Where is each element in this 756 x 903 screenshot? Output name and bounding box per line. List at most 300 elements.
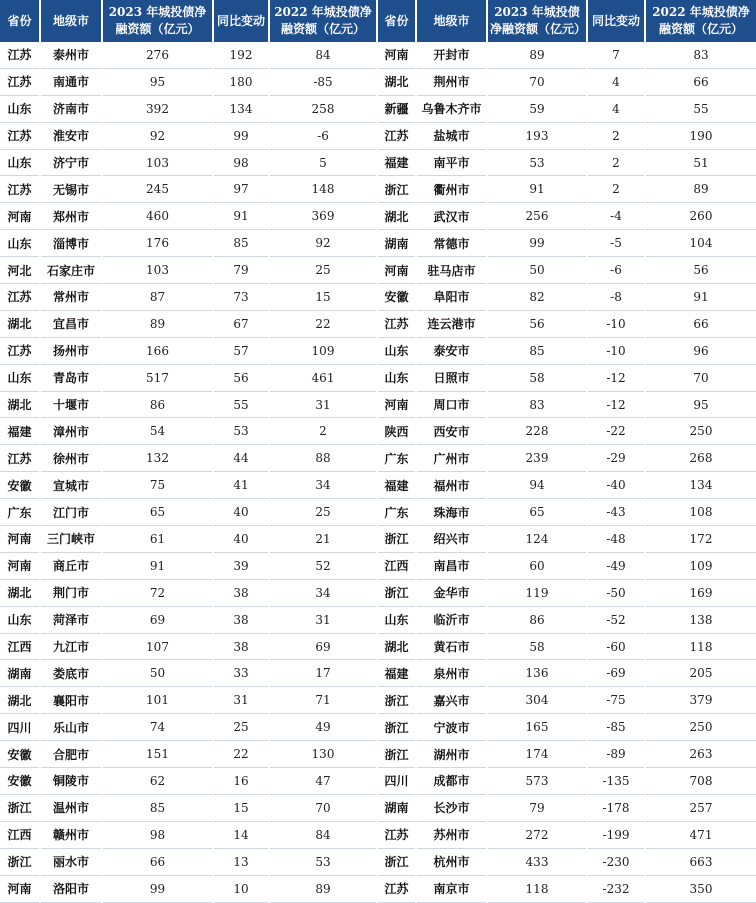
table-row: [0, 445, 756, 472]
province-cell: 山东: [0, 230, 40, 257]
financing-2023-cell: 89: [102, 310, 213, 337]
province-cell: 浙江: [377, 741, 416, 768]
financing-2023-cell: 276: [102, 42, 213, 68]
yoy-change-cell: 192: [213, 42, 269, 68]
financing-2022-cell: 34: [269, 579, 377, 606]
financing-2022-cell: 138: [645, 606, 756, 633]
province-cell: 河南: [0, 552, 40, 579]
financing-2022-cell: 34: [269, 472, 377, 499]
table-row: [0, 230, 756, 257]
financing-2023-cell: 107: [102, 633, 213, 660]
financing-2022-cell: 471: [645, 821, 756, 848]
city-cell: 珠海市: [416, 499, 487, 526]
yoy-change-cell: 55: [213, 391, 269, 418]
city-cell: 洛阳市: [40, 875, 102, 902]
yoy-change-cell: 16: [213, 768, 269, 795]
city-cell: 嘉兴市: [416, 687, 487, 714]
province-cell: 广东: [377, 445, 416, 472]
city-cell: 淄博市: [40, 230, 102, 257]
financing-2022-cell: -6: [269, 122, 377, 149]
financing-2022-cell: 169: [645, 579, 756, 606]
financing-2023-cell: 59: [487, 95, 587, 122]
table-row: [0, 68, 756, 95]
province-cell: 江苏: [377, 875, 416, 902]
city-cell: 淮安市: [40, 122, 102, 149]
financing-2022-cell: 190: [645, 122, 756, 149]
yoy-change-cell: 180: [213, 68, 269, 95]
table-row: [0, 606, 756, 633]
city-cell: 周口市: [416, 391, 487, 418]
province-cell: 安徽: [377, 284, 416, 311]
header-yoy-change: 同比变动: [587, 0, 645, 42]
province-cell: 福建: [377, 149, 416, 176]
province-cell: 福建: [377, 472, 416, 499]
province-cell: 浙江: [0, 794, 40, 821]
province-cell: 河南: [0, 526, 40, 553]
yoy-change-cell: 15: [213, 794, 269, 821]
city-cell: 济南市: [40, 95, 102, 122]
financing-2022-cell: 104: [645, 230, 756, 257]
financing-2022-cell: 84: [269, 821, 377, 848]
header-yoy-change: 同比变动: [213, 0, 269, 42]
city-cell: 铜陵市: [40, 768, 102, 795]
financing-2022-cell: 708: [645, 768, 756, 795]
province-cell: 湖北: [0, 391, 40, 418]
table-row: [0, 633, 756, 660]
financing-2022-cell: 92: [269, 230, 377, 257]
yoy-change-cell: -12: [587, 391, 645, 418]
province-cell: 河南: [0, 203, 40, 230]
table-row: [0, 337, 756, 364]
yoy-change-cell: -135: [587, 768, 645, 795]
city-cell: 盐城市: [416, 122, 487, 149]
financing-2022-cell: 350: [645, 875, 756, 902]
province-cell: 江西: [0, 821, 40, 848]
city-cell: 商丘市: [40, 552, 102, 579]
city-cell: 温州市: [40, 794, 102, 821]
province-cell: 河南: [0, 875, 40, 902]
financing-2023-cell: 99: [102, 875, 213, 902]
city-cell: 郑州市: [40, 203, 102, 230]
financing-2022-cell: 70: [269, 794, 377, 821]
financing-2022-cell: 109: [269, 337, 377, 364]
financing-2022-cell: 250: [645, 714, 756, 741]
yoy-change-cell: -29: [587, 445, 645, 472]
province-cell: 山东: [377, 337, 416, 364]
province-cell: 湖北: [377, 633, 416, 660]
financing-2023-cell: 65: [487, 499, 587, 526]
table-row: [0, 95, 756, 122]
financing-2023-cell: 433: [487, 848, 587, 875]
financing-2023-cell: 174: [487, 741, 587, 768]
financing-2023-cell: 94: [487, 472, 587, 499]
city-cell: 菏泽市: [40, 606, 102, 633]
yoy-change-cell: -69: [587, 660, 645, 687]
financing-2023-cell: 86: [102, 391, 213, 418]
city-cell: 临沂市: [416, 606, 487, 633]
city-cell: 三门峡市: [40, 526, 102, 553]
city-cell: 乐山市: [40, 714, 102, 741]
city-cell: 徐州市: [40, 445, 102, 472]
financing-2022-cell: 91: [645, 284, 756, 311]
province-cell: 江苏: [0, 284, 40, 311]
financing-2022-cell: 250: [645, 418, 756, 445]
city-cell: 赣州市: [40, 821, 102, 848]
financing-2022-cell: 134: [645, 472, 756, 499]
table-row: [0, 176, 756, 203]
yoy-change-cell: 79: [213, 257, 269, 284]
city-cell: 金华市: [416, 579, 487, 606]
province-cell: 江苏: [0, 445, 40, 472]
yoy-change-cell: 91: [213, 203, 269, 230]
yoy-change-cell: 40: [213, 526, 269, 553]
city-cell: 襄阳市: [40, 687, 102, 714]
province-cell: 浙江: [377, 579, 416, 606]
province-cell: 四川: [0, 714, 40, 741]
table-row: [0, 875, 756, 902]
yoy-change-cell: 97: [213, 176, 269, 203]
financing-2022-cell: 84: [269, 42, 377, 68]
yoy-change-cell: 7: [587, 42, 645, 68]
province-cell: 浙江: [377, 176, 416, 203]
financing-2022-cell: 89: [645, 176, 756, 203]
yoy-change-cell: 4: [587, 68, 645, 95]
province-cell: 浙江: [0, 848, 40, 875]
financing-2022-cell: 47: [269, 768, 377, 795]
city-cell: 驻马店市: [416, 257, 487, 284]
header-financing-2022: 2022 年城投债净融资额（亿元）: [269, 0, 377, 42]
financing-2023-cell: 101: [102, 687, 213, 714]
city-cell: 泰安市: [416, 337, 487, 364]
city-cell: 宣城市: [40, 472, 102, 499]
table-row: [0, 499, 756, 526]
city-cell: 连云港市: [416, 310, 487, 337]
financing-2022-cell: 258: [269, 95, 377, 122]
yoy-change-cell: -40: [587, 472, 645, 499]
yoy-change-cell: -22: [587, 418, 645, 445]
financing-2022-cell: 205: [645, 660, 756, 687]
yoy-change-cell: 85: [213, 230, 269, 257]
province-cell: 山东: [0, 149, 40, 176]
city-cell: 娄底市: [40, 660, 102, 687]
yoy-change-cell: -8: [587, 284, 645, 311]
financing-2022-cell: 53: [269, 848, 377, 875]
financing-2023-cell: 69: [102, 606, 213, 633]
financing-2022-cell: 379: [645, 687, 756, 714]
header-row: [0, 0, 756, 42]
financing-2023-cell: 304: [487, 687, 587, 714]
yoy-change-cell: 40: [213, 499, 269, 526]
province-cell: 山东: [0, 95, 40, 122]
financing-2023-cell: 53: [487, 149, 587, 176]
city-cell: 济宁市: [40, 149, 102, 176]
table-row: [0, 42, 756, 68]
province-cell: 福建: [0, 418, 40, 445]
yoy-change-cell: 22: [213, 741, 269, 768]
financing-2023-cell: 89: [487, 42, 587, 68]
yoy-change-cell: -48: [587, 526, 645, 553]
financing-2023-cell: 82: [487, 284, 587, 311]
financing-2022-cell: 172: [645, 526, 756, 553]
province-cell: 湖北: [0, 579, 40, 606]
financing-2023-cell: 87: [102, 284, 213, 311]
city-cell: 泰州市: [40, 42, 102, 68]
city-cell: 南平市: [416, 149, 487, 176]
financing-2023-cell: 103: [102, 149, 213, 176]
financing-2023-cell: 151: [102, 741, 213, 768]
header-financing-2023: 2023 年城投债净融资额（亿元）: [102, 0, 213, 42]
financing-2023-cell: 103: [102, 257, 213, 284]
city-cell: 长沙市: [416, 794, 487, 821]
financing-2022-cell: 89: [269, 875, 377, 902]
financing-2023-cell: 118: [487, 875, 587, 902]
financing-2022-cell: 108: [645, 499, 756, 526]
yoy-change-cell: -10: [587, 310, 645, 337]
province-cell: 陕西: [377, 418, 416, 445]
financing-2022-cell: 25: [269, 499, 377, 526]
city-cell: 武汉市: [416, 203, 487, 230]
city-cell: 泉州市: [416, 660, 487, 687]
financing-2022-cell: 25: [269, 257, 377, 284]
province-cell: 广东: [377, 499, 416, 526]
table-row: [0, 660, 756, 687]
financing-2023-cell: 272: [487, 821, 587, 848]
yoy-change-cell: -52: [587, 606, 645, 633]
table-row: [0, 552, 756, 579]
table-row: [0, 579, 756, 606]
city-cell: 常州市: [40, 284, 102, 311]
financing-2023-cell: 75: [102, 472, 213, 499]
yoy-change-cell: -4: [587, 203, 645, 230]
yoy-change-cell: -10: [587, 337, 645, 364]
yoy-change-cell: 38: [213, 633, 269, 660]
province-cell: 河南: [377, 391, 416, 418]
yoy-change-cell: 41: [213, 472, 269, 499]
financing-2023-cell: 61: [102, 526, 213, 553]
city-cell: 广州市: [416, 445, 487, 472]
financing-2023-cell: 54: [102, 418, 213, 445]
financing-2022-cell: 148: [269, 176, 377, 203]
financing-2022-cell: 69: [269, 633, 377, 660]
yoy-change-cell: 134: [213, 95, 269, 122]
financing-2022-cell: 268: [645, 445, 756, 472]
province-cell: 浙江: [377, 687, 416, 714]
city-cell: 绍兴市: [416, 526, 487, 553]
financing-2022-cell: 21: [269, 526, 377, 553]
financing-2023-cell: 124: [487, 526, 587, 553]
financing-2023-cell: 228: [487, 418, 587, 445]
yoy-change-cell: 2: [587, 122, 645, 149]
table-row: [0, 391, 756, 418]
header-city: 地级市: [40, 0, 102, 42]
financing-2023-cell: 119: [487, 579, 587, 606]
province-cell: 湖北: [0, 687, 40, 714]
financing-2023-cell: 245: [102, 176, 213, 203]
province-cell: 山东: [377, 364, 416, 391]
financing-2022-cell: 130: [269, 741, 377, 768]
financing-2023-cell: 517: [102, 364, 213, 391]
financing-2022-cell: 95: [645, 391, 756, 418]
financing-2023-cell: 70: [487, 68, 587, 95]
yoy-change-cell: -5: [587, 230, 645, 257]
city-cell: 成都市: [416, 768, 487, 795]
yoy-change-cell: -85: [587, 714, 645, 741]
financing-2022-cell: 260: [645, 203, 756, 230]
table-row: [0, 821, 756, 848]
yoy-change-cell: 13: [213, 848, 269, 875]
province-cell: 山东: [377, 606, 416, 633]
province-cell: 安徽: [0, 768, 40, 795]
financing-2023-cell: 50: [487, 257, 587, 284]
city-cell: 荆州市: [416, 68, 487, 95]
city-cell: 阜阳市: [416, 284, 487, 311]
financing-2023-cell: 256: [487, 203, 587, 230]
table-row: [0, 794, 756, 821]
yoy-change-cell: -89: [587, 741, 645, 768]
yoy-change-cell: 44: [213, 445, 269, 472]
province-cell: 江苏: [0, 122, 40, 149]
financing-2022-cell: 52: [269, 552, 377, 579]
financing-2023-cell: 99: [487, 230, 587, 257]
province-cell: 湖南: [377, 794, 416, 821]
financing-2022-cell: 66: [645, 310, 756, 337]
table-row: [0, 418, 756, 445]
province-cell: 江苏: [0, 42, 40, 68]
financing-2022-cell: 31: [269, 391, 377, 418]
financing-2022-cell: 83: [645, 42, 756, 68]
province-cell: 新疆: [377, 95, 416, 122]
financing-2022-cell: 71: [269, 687, 377, 714]
province-cell: 江苏: [0, 68, 40, 95]
header-city: 地级市: [416, 0, 487, 42]
financing-2022-cell: 5: [269, 149, 377, 176]
table-row: [0, 284, 756, 311]
financing-2022-cell: 109: [645, 552, 756, 579]
financing-2023-cell: 50: [102, 660, 213, 687]
yoy-change-cell: 38: [213, 606, 269, 633]
financing-2023-cell: 66: [102, 848, 213, 875]
yoy-change-cell: -230: [587, 848, 645, 875]
financing-2023-cell: 136: [487, 660, 587, 687]
province-cell: 湖北: [377, 203, 416, 230]
table-header: [0, 0, 756, 42]
financing-2023-cell: 193: [487, 122, 587, 149]
city-cell: 十堰市: [40, 391, 102, 418]
yoy-change-cell: 14: [213, 821, 269, 848]
financing-2023-cell: 165: [487, 714, 587, 741]
table-row: [0, 203, 756, 230]
yoy-change-cell: -12: [587, 364, 645, 391]
financing-2022-cell: 49: [269, 714, 377, 741]
province-cell: 江苏: [377, 821, 416, 848]
province-cell: 浙江: [377, 714, 416, 741]
financing-2023-cell: 72: [102, 579, 213, 606]
financing-2023-cell: 65: [102, 499, 213, 526]
yoy-change-cell: -43: [587, 499, 645, 526]
financing-2023-cell: 58: [487, 364, 587, 391]
financing-2022-cell: 96: [645, 337, 756, 364]
financing-2023-cell: 83: [487, 391, 587, 418]
city-cell: 南京市: [416, 875, 487, 902]
financing-2022-cell: 257: [645, 794, 756, 821]
table-row: [0, 526, 756, 553]
city-cell: 扬州市: [40, 337, 102, 364]
city-cell: 无锡市: [40, 176, 102, 203]
yoy-change-cell: 39: [213, 552, 269, 579]
yoy-change-cell: -75: [587, 687, 645, 714]
city-cell: 常德市: [416, 230, 487, 257]
city-cell: 苏州市: [416, 821, 487, 848]
province-cell: 山东: [0, 364, 40, 391]
province-cell: 浙江: [377, 526, 416, 553]
financing-2023-cell: 86: [487, 606, 587, 633]
yoy-change-cell: 4: [587, 95, 645, 122]
city-cell: 青岛市: [40, 364, 102, 391]
city-cell: 合肥市: [40, 741, 102, 768]
province-cell: 江苏: [377, 310, 416, 337]
province-cell: 河南: [377, 42, 416, 68]
province-cell: 四川: [377, 768, 416, 795]
financing-2022-cell: 118: [645, 633, 756, 660]
province-cell: 江苏: [377, 122, 416, 149]
city-cell: 日照市: [416, 364, 487, 391]
province-cell: 江西: [377, 552, 416, 579]
table-row: [0, 310, 756, 337]
financing-2023-cell: 58: [487, 633, 587, 660]
financing-2023-cell: 176: [102, 230, 213, 257]
financing-2023-cell: 79: [487, 794, 587, 821]
financing-2022-cell: 88: [269, 445, 377, 472]
city-cell: 石家庄市: [40, 257, 102, 284]
financing-2022-cell: 15: [269, 284, 377, 311]
province-cell: 河北: [0, 257, 40, 284]
province-cell: 江西: [0, 633, 40, 660]
financing-2022-cell: 31: [269, 606, 377, 633]
table-row: [0, 364, 756, 391]
financing-2023-cell: 62: [102, 768, 213, 795]
financing-2023-cell: 95: [102, 68, 213, 95]
yoy-change-cell: 56: [213, 364, 269, 391]
financing-2023-cell: 132: [102, 445, 213, 472]
financing-2022-cell: 461: [269, 364, 377, 391]
city-cell: 湖州市: [416, 741, 487, 768]
province-cell: 浙江: [377, 848, 416, 875]
table-row: [0, 768, 756, 795]
financing-2022-cell: -85: [269, 68, 377, 95]
yoy-change-cell: -50: [587, 579, 645, 606]
table-row: [0, 741, 756, 768]
city-cell: 乌鲁木齐市: [416, 95, 487, 122]
yoy-change-cell: 2: [587, 149, 645, 176]
financing-2022-cell: 2: [269, 418, 377, 445]
yoy-change-cell: 99: [213, 122, 269, 149]
financing-2023-cell: 460: [102, 203, 213, 230]
header-financing-2023: 2023 年城投债净融资额（亿元）: [487, 0, 587, 42]
city-cell: 宁波市: [416, 714, 487, 741]
financing-2023-cell: 91: [487, 176, 587, 203]
financing-2023-cell: 166: [102, 337, 213, 364]
table-row: [0, 257, 756, 284]
province-cell: 安徽: [0, 741, 40, 768]
yoy-change-cell: 53: [213, 418, 269, 445]
financing-2022-cell: 22: [269, 310, 377, 337]
city-cell: 九江市: [40, 633, 102, 660]
province-cell: 江苏: [0, 176, 40, 203]
province-cell: 湖南: [377, 230, 416, 257]
city-cell: 西安市: [416, 418, 487, 445]
province-cell: 安徽: [0, 472, 40, 499]
financing-2022-cell: 17: [269, 660, 377, 687]
